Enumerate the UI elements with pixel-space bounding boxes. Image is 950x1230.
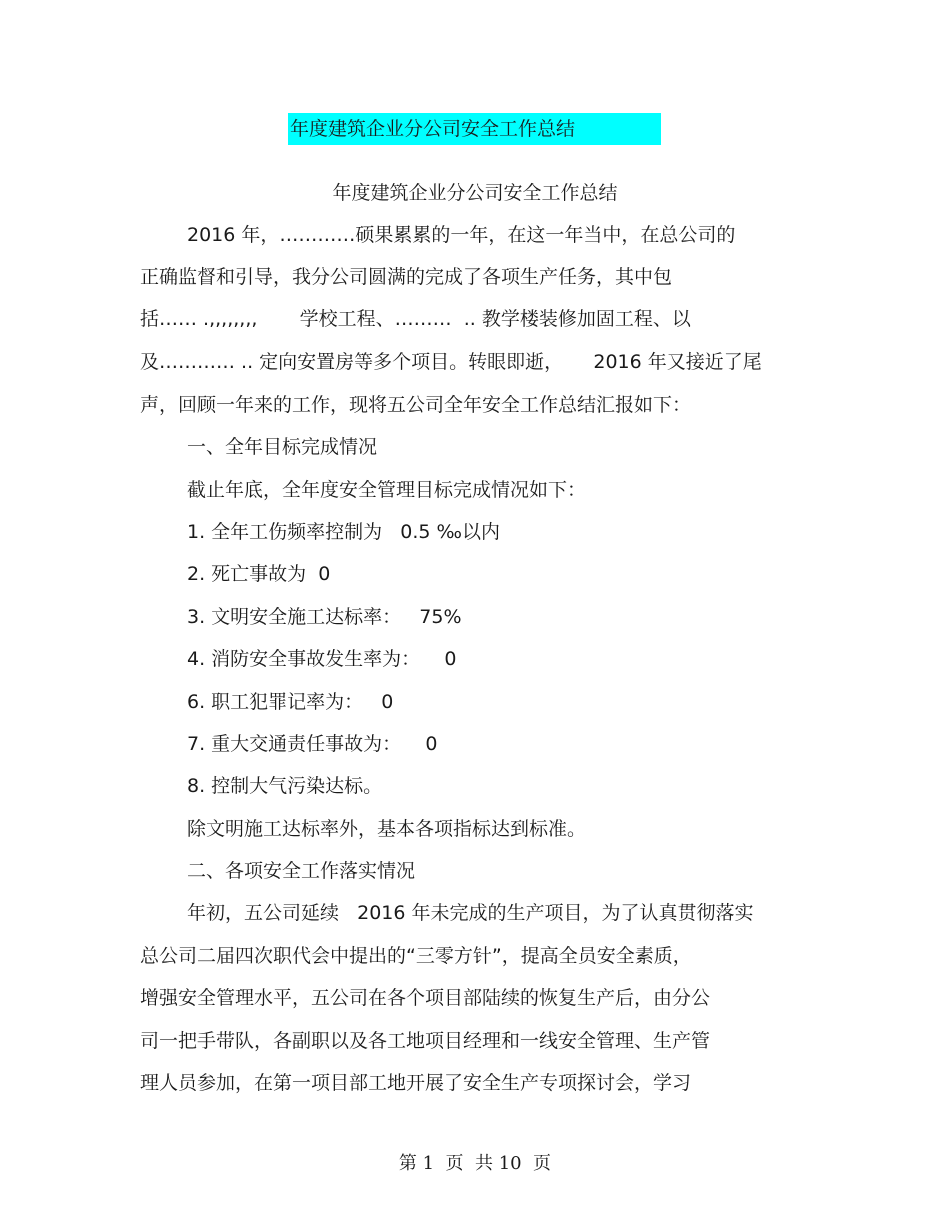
- list-item-4: 4. 消防安全事故发生率为： 0: [187, 648, 457, 670]
- page-number: 第 1 页 共 10 页: [398, 1153, 552, 1174]
- document-subtitle: 年度建筑企业分公司安全工作总结: [332, 182, 618, 204]
- body-line-12: 理人员参加，在第一项目部工地开展了安全生产专项探讨会，学习: [140, 1072, 692, 1094]
- list-item-1: 1. 全年工伤频率控制为 0.5 ‰以内: [187, 521, 501, 543]
- body-line-5: 声，回顾一年来的工作，现将五公司全年安全工作总结汇报如下：: [140, 394, 692, 416]
- body-line-11: 司一把手带队，各副职以及各工地项目经理和一线安全管理、生产管: [140, 1030, 711, 1052]
- section-heading-2: 二、各项安全工作落实情况: [187, 860, 416, 882]
- list-item-6: 6. 职工犯罪记率为： 0: [187, 691, 394, 713]
- highlighted-title: 年度建筑企业分公司安全工作总结: [288, 113, 661, 145]
- body-line-6: 截止年底，全年度安全管理目标完成情况如下：: [187, 479, 587, 501]
- body-line-7: 除文明施工达标率外，基本各项指标达到标准。: [187, 818, 587, 840]
- list-item-8: 8. 控制大气污染达标。: [187, 775, 383, 797]
- body-line-9: 总公司二届四次职代会中提出的“三零方针”，提高全员安全素质，: [140, 945, 692, 967]
- body-line-2: 正确监督和引导，我分公司圆满的完成了各项生产任务，其中包: [140, 266, 673, 288]
- section-heading-1: 一、全年目标完成情况: [187, 436, 378, 458]
- body-line-8: 年初，五公司延续 2016 年未完成的生产项目，为了认真贯彻落实: [187, 902, 754, 924]
- list-item-7: 7. 重大交通责任事故为： 0: [187, 733, 438, 755]
- list-item-3: 3. 文明安全施工达标率： 75%: [187, 606, 462, 628]
- body-line-3: 括…… .,,,,,,,, 学校工程、……… .. 教学楼装修加固工程、以: [140, 308, 691, 330]
- list-item-2: 2. 死亡事故为 0: [187, 563, 331, 585]
- body-line-4: 及………… .. 定向安置房等多个项目。转眼即逝， 2016 年又接近了尾: [140, 351, 762, 373]
- body-line-10: 增强安全管理水平，五公司在各个项目部陆续的恢复生产后，由分公: [140, 987, 711, 1009]
- body-line-1: 2016 年，…………硕果累累的一年，在这一年当中，在总公司的: [187, 224, 736, 246]
